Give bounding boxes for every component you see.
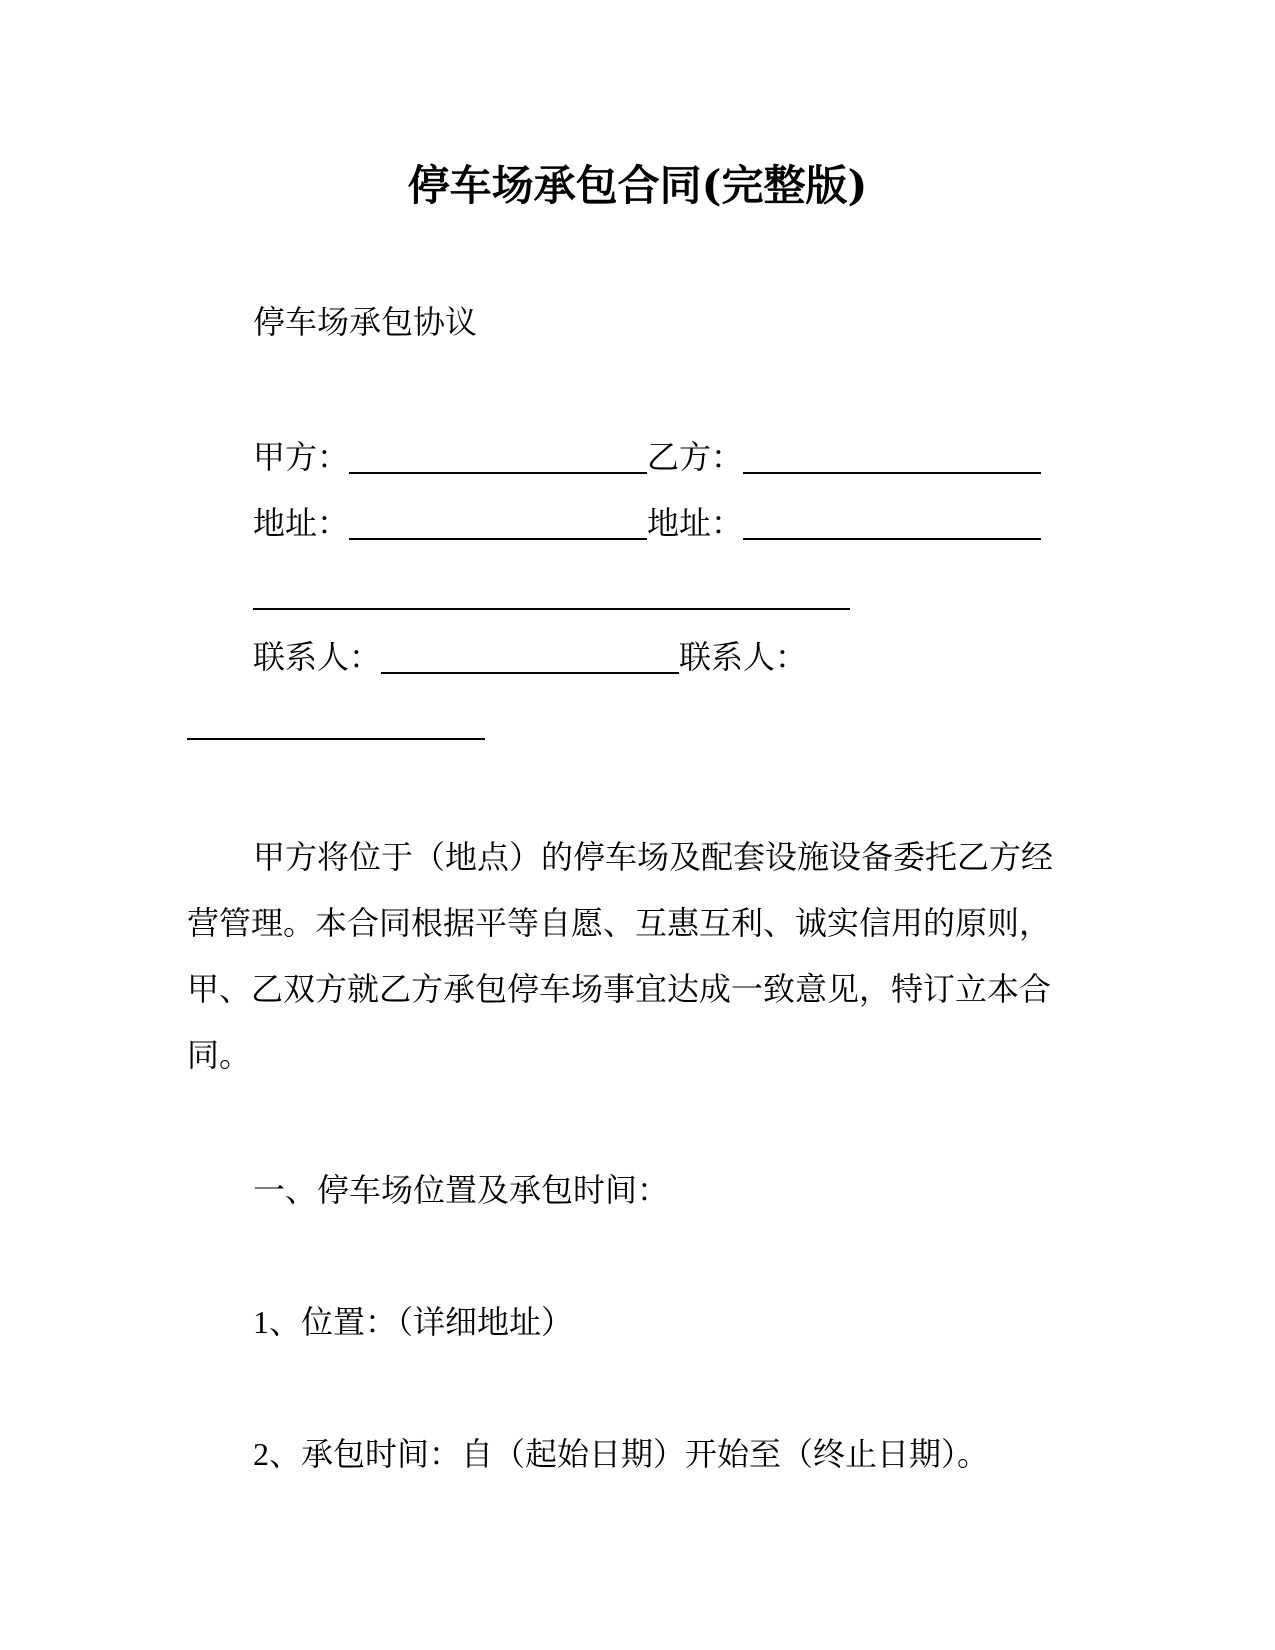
contact-a-label: 联系人： [253,638,382,676]
intro-line-2: 营管理。本合同根据平等自愿、互惠互利、诚实信用的原则， [187,904,1052,942]
item-2-text: 、承包时间：自（起始日期）开始至（终止日期）。 [269,1435,990,1473]
contact-row [253,637,807,677]
party-a-label: 甲方： [253,438,350,476]
item-1-number: 1 [253,1304,269,1340]
intro-line-4: 同。 [187,1036,252,1074]
address-row [253,503,1041,543]
contact-b-label: 联系人： [679,638,808,676]
intro-line-1: 甲方将位于（地点）的停车场及配套设施设备委托乙方经 [253,838,1054,876]
item-2-number: 2 [253,1436,269,1472]
intro-line-3: 甲、乙双方就乙方承包停车场事宜达成一致意见，特订立本合 [187,970,1052,1008]
contact-b-blank[interactable] [187,706,485,740]
party-row [253,437,1041,477]
item-2 [253,1434,989,1474]
item-1-text: 、位置：（详细地址） [269,1303,574,1341]
party-a-blank[interactable] [349,440,647,474]
item-1 [253,1302,573,1342]
address-b-blank[interactable] [743,506,1041,540]
party-b-blank[interactable] [743,440,1041,474]
address-a-label: 地址： [253,504,350,542]
address-continuation-row [253,573,850,613]
agreement-subtitle: 停车场承包协议 [253,303,478,341]
address-continuation-blank[interactable] [253,576,850,610]
party-b-label: 乙方： [647,438,744,476]
contact-b-row [187,703,485,743]
document-title: 停车场承包合同(完整版) [407,161,868,210]
address-b-label: 地址： [647,504,744,542]
address-a-blank[interactable] [349,506,647,540]
contact-a-blank[interactable] [381,640,679,674]
section-1-heading: 一、停车场位置及承包时间： [253,1171,670,1209]
